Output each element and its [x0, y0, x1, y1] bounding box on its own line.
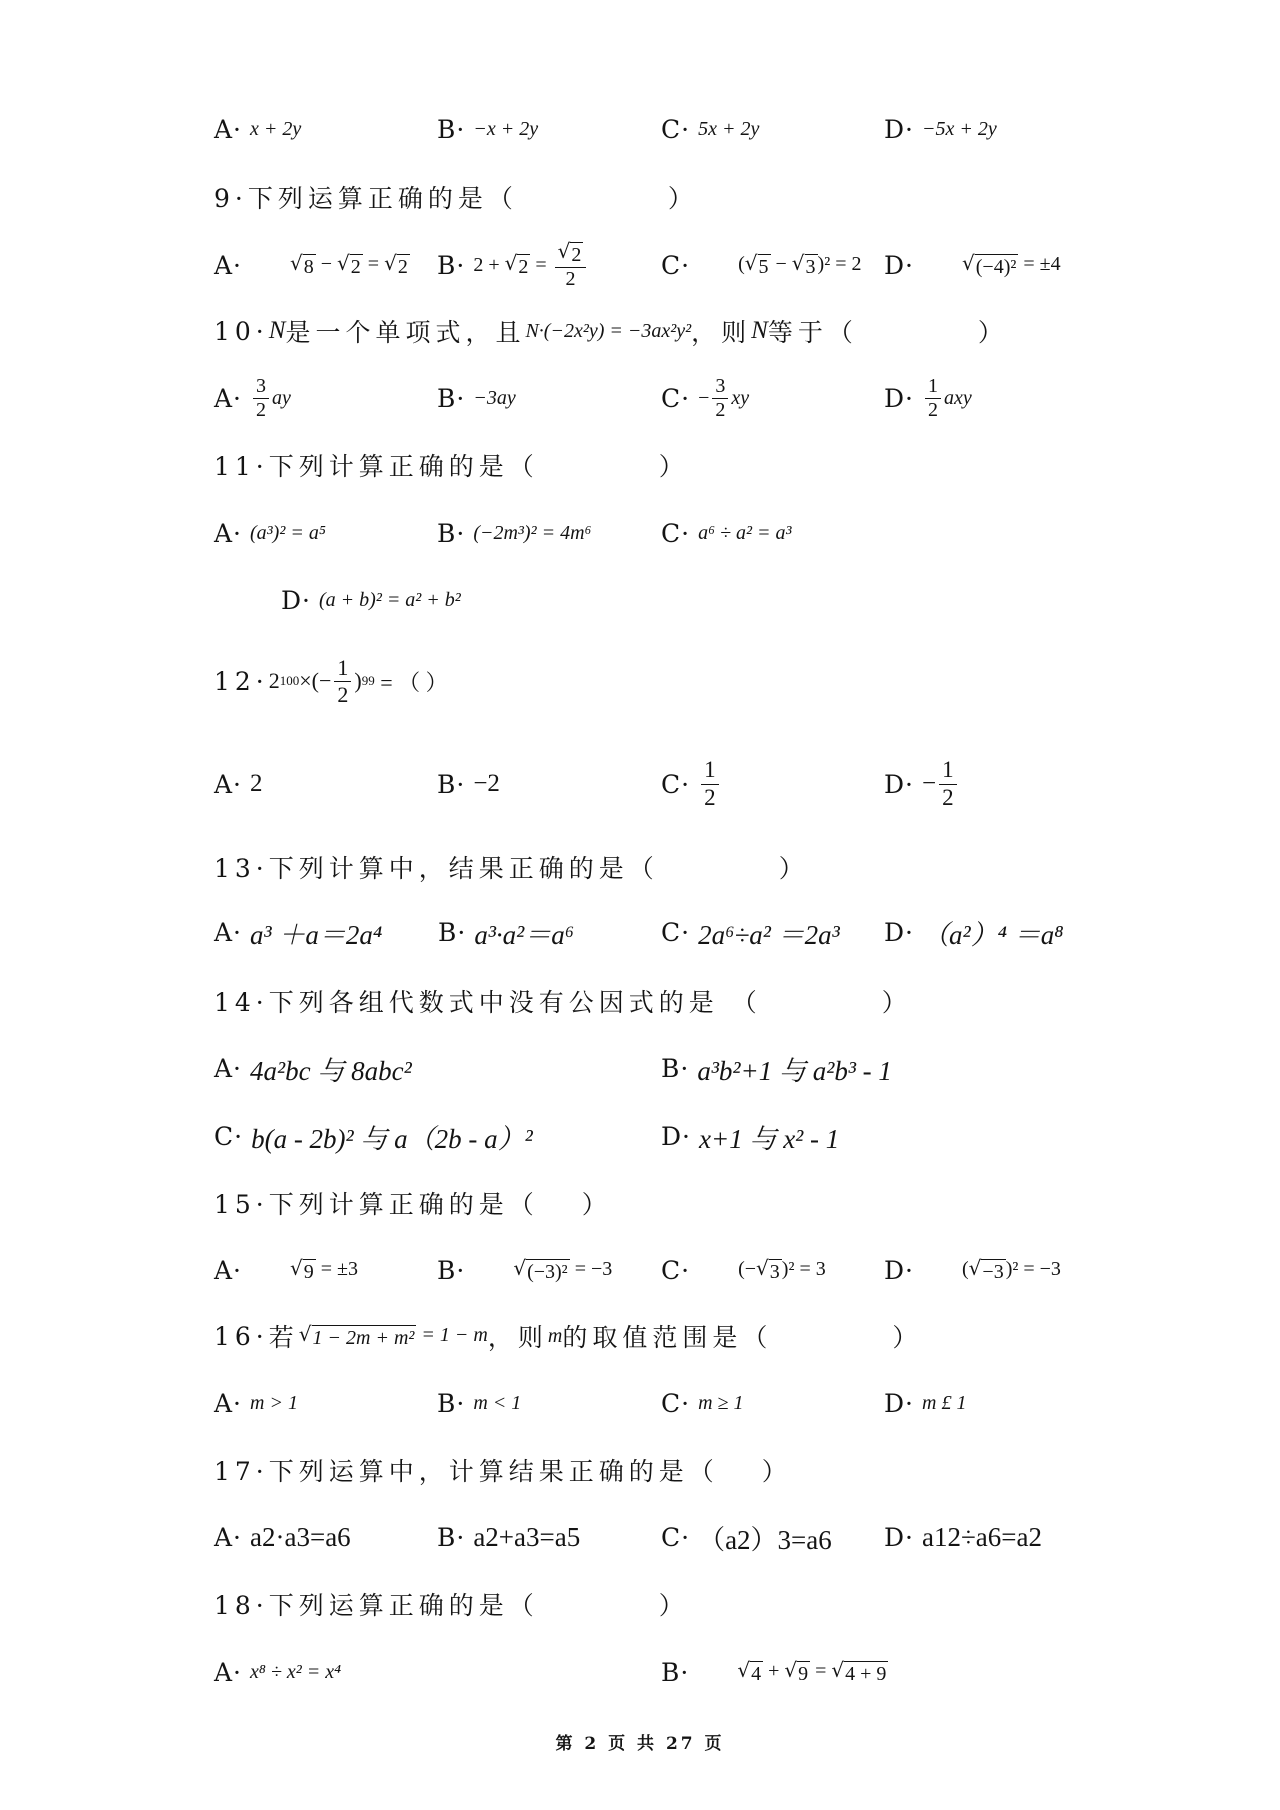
q8-option-b	[437, 105, 538, 153]
question-number: 12·	[214, 666, 269, 696]
option-expression	[250, 1234, 358, 1306]
paren-open: (	[962, 1258, 969, 1280]
option-expression	[250, 229, 410, 301]
radical	[290, 1257, 316, 1283]
q15-option-a	[214, 1246, 358, 1294]
sqrt-sign: √	[290, 1256, 303, 1280]
option-expression	[922, 1234, 1061, 1306]
option-label: D·	[884, 250, 914, 280]
fraction	[334, 656, 351, 705]
option-expression: （a2）3=a6	[698, 1524, 832, 1555]
stem-text: 的取值范围是（ ）	[562, 1323, 923, 1352]
option-expression	[473, 240, 589, 290]
q13-options-row	[0, 908, 1280, 956]
exponent: 100	[279, 673, 300, 688]
expression-part: axy	[944, 386, 972, 409]
q9-option-a	[214, 241, 410, 289]
expression-part: = 1 − m	[416, 1324, 488, 1346]
q11-option-b	[437, 509, 591, 557]
q14-stem-row	[0, 977, 1280, 1025]
option-expression: a³ ＋a＝2a⁴	[250, 919, 383, 950]
option-expression: (a + b)² = a² + b²	[319, 588, 461, 611]
option-label: D·	[884, 1388, 914, 1418]
q11-option-c	[661, 509, 792, 557]
q17-option-c	[661, 1513, 832, 1561]
option-expression: 2	[250, 770, 263, 797]
q8-option-c	[661, 105, 759, 153]
fraction-numerator: 3	[712, 376, 728, 399]
radicand: (−4)²	[975, 256, 1017, 278]
option-expression	[698, 1234, 826, 1306]
radical	[337, 252, 363, 278]
radicand: 2	[350, 256, 361, 278]
option-expression: −5x + 2y	[922, 117, 997, 140]
sqrt-sign: √	[337, 251, 350, 275]
radical	[290, 252, 316, 278]
q10-option-d	[884, 374, 972, 422]
q12-option-a	[214, 760, 263, 808]
radicand: (−3)²	[527, 1261, 568, 1283]
q13-option-c	[661, 908, 840, 956]
option-label: C·	[661, 769, 691, 799]
fraction-numerator: 1	[701, 758, 719, 784]
paren-close: )	[354, 668, 362, 693]
option-label: B·	[437, 114, 466, 144]
q18-stem-row	[0, 1580, 1280, 1628]
stem-text: 等于（ ）	[767, 318, 1008, 347]
q17-option-d	[884, 1513, 1042, 1561]
q17-option-a	[214, 1513, 351, 1561]
option-label: C·	[661, 1388, 691, 1418]
option-expression	[698, 229, 861, 301]
paren-close: )²	[781, 1258, 795, 1280]
option-label: A·	[214, 518, 243, 548]
option-label: A·	[214, 1053, 243, 1083]
stem-math	[299, 1323, 488, 1349]
q8-option-d	[884, 105, 997, 153]
q17-options-row	[0, 1513, 1280, 1561]
stem-math	[269, 656, 448, 705]
question-number: 16·	[214, 1321, 269, 1351]
stem-text: ，则	[691, 318, 752, 347]
expression-part: = −3	[1018, 1258, 1061, 1280]
option-label: C·	[661, 1522, 691, 1552]
power-base: 2	[268, 668, 280, 693]
option-expression: 5x + 2y	[698, 117, 760, 140]
q15-options-row	[0, 1246, 1280, 1294]
option-label: B·	[661, 1053, 690, 1083]
radical	[784, 1659, 810, 1685]
q10-stem-row	[0, 307, 1280, 355]
sqrt-sign: √	[784, 1658, 798, 1682]
radical	[969, 1257, 1006, 1283]
variable-m: m	[547, 1324, 563, 1347]
q13-option-d	[884, 908, 1064, 956]
option-expression: m < 1	[473, 1391, 522, 1414]
radical	[505, 252, 531, 278]
fraction-denominator: 2	[704, 784, 716, 810]
q16-option-c	[661, 1379, 744, 1427]
radical	[745, 252, 771, 278]
q11-option-d	[281, 576, 461, 624]
q13-stem-row	[0, 843, 1280, 891]
option-expression: (a³)² = a⁵	[250, 521, 326, 544]
option-expression: a⁶ ÷ a² = a³	[698, 521, 792, 544]
variable-n: N	[268, 317, 286, 344]
q9-option-c	[661, 241, 861, 289]
equals: =	[362, 253, 385, 275]
radical	[792, 252, 818, 278]
fraction-numerator: 1	[925, 376, 941, 399]
fraction-denominator: 2	[928, 398, 938, 421]
question-stem	[214, 1312, 922, 1360]
radicand: −3	[982, 1261, 1004, 1283]
option-label: A·	[214, 114, 243, 144]
option-expression: a2+a3=a5	[473, 1521, 581, 1552]
paren-close: )²	[817, 253, 831, 275]
q12-stem-row	[0, 657, 1280, 705]
fraction-numerator: 3	[253, 376, 269, 399]
fraction-numerator: 1	[939, 758, 957, 784]
q16-stem-row	[0, 1312, 1280, 1360]
fraction-denominator: 2	[565, 268, 576, 290]
option-label: A·	[214, 1388, 243, 1418]
q13-option-a	[214, 908, 382, 956]
option-expression: 4a²bc 与 8abc²	[250, 1055, 412, 1086]
radicand: 3	[805, 256, 816, 278]
option-expression	[473, 1234, 612, 1306]
operator: +	[763, 1660, 785, 1682]
question-stem: 13·下列计算中，结果正确的是（ ）	[214, 854, 809, 883]
radicand: 4	[751, 1663, 762, 1685]
question-stem: 9·下列运算正确的是（ ）	[214, 184, 698, 213]
q10-option-c	[661, 374, 749, 422]
option-label: D·	[884, 1255, 914, 1285]
radicand: 9	[303, 1261, 314, 1283]
q8-option-a	[214, 105, 301, 153]
option-label: D·	[884, 1522, 914, 1552]
sqrt-sign: √	[831, 1658, 845, 1682]
sqrt-sign: √	[756, 1256, 769, 1280]
option-label: A·	[214, 1522, 243, 1552]
stem-math: N·(−2x²y) = −3ax²y²	[525, 319, 692, 342]
q17-option-b	[437, 1513, 580, 1561]
option-label: B·	[437, 1255, 466, 1285]
q12-option-c	[661, 757, 722, 810]
q12-option-d	[884, 757, 960, 810]
fraction	[925, 376, 941, 421]
radical	[558, 240, 584, 266]
q15-stem-row	[0, 1179, 1280, 1227]
option-expression: m £ 1	[922, 1391, 967, 1414]
option-label: A·	[214, 250, 243, 280]
q9-options-row	[0, 241, 1280, 289]
radicand: 2	[518, 256, 529, 278]
fraction	[253, 376, 269, 421]
question-stem: 14·下列各组代数式中没有公因式的是 （ ）	[214, 988, 912, 1017]
option-label: C·	[661, 1255, 691, 1285]
q10-options-row	[0, 374, 1280, 422]
radical	[831, 1659, 888, 1685]
expression-part: ay	[272, 386, 291, 409]
expression-part: = （ ）	[374, 669, 448, 695]
q11-stem-row	[0, 441, 1280, 489]
sqrt-sign: √	[962, 251, 975, 275]
q14-option-d	[661, 1112, 839, 1160]
option-label: B·	[661, 1657, 690, 1687]
q16-options-row	[0, 1379, 1280, 1427]
q14-options-row-1	[0, 1044, 1280, 1092]
radicand: 2	[397, 256, 408, 278]
option-label: D·	[884, 917, 914, 947]
expression-part: = −3	[569, 1258, 613, 1280]
radicand: 9	[798, 1663, 809, 1685]
q16-option-b	[437, 1379, 521, 1427]
q18-option-b	[661, 1648, 888, 1696]
q9-option-b	[437, 241, 589, 289]
option-label: A·	[214, 1255, 243, 1285]
question-stem	[214, 307, 1008, 355]
question-stem	[214, 657, 448, 705]
sqrt-sign: √	[504, 251, 518, 275]
option-label: A·	[214, 769, 243, 799]
option-expression: m ≥ 1	[698, 1391, 744, 1414]
fraction-denominator: 2	[715, 398, 726, 421]
radical	[737, 1659, 763, 1685]
radical	[299, 1323, 417, 1349]
exponent: 99	[361, 673, 375, 688]
q16-option-a	[214, 1379, 298, 1427]
q14-option-c	[214, 1112, 533, 1160]
question-stem: 11·下列计算正确的是（ ）	[214, 452, 689, 481]
option-expression: a2·a3=a6	[250, 1521, 351, 1552]
option-label: D·	[884, 769, 914, 799]
q10-option-a	[214, 374, 291, 422]
q18-option-a	[214, 1648, 341, 1696]
option-label: B·	[437, 1522, 466, 1552]
q8-options-row	[0, 105, 1280, 153]
option-label: A·	[214, 917, 243, 947]
expression-part: = 2	[830, 253, 862, 275]
stem-text: ，则	[487, 1323, 548, 1352]
radicand: 5	[758, 256, 769, 278]
fraction	[712, 376, 728, 421]
option-expression: 2a⁶÷a² ＝2a³	[698, 919, 840, 950]
option-label: B·	[437, 1388, 466, 1418]
option-label: B·	[437, 769, 466, 799]
option-expression	[697, 1636, 888, 1708]
option-label: B·	[437, 250, 466, 280]
q11-option-a	[214, 509, 326, 557]
option-expression: （a²）⁴ ＝a⁸	[922, 919, 1064, 950]
radicand: 8	[303, 256, 314, 278]
q9-option-d	[884, 241, 1061, 289]
radicand: 2	[571, 244, 582, 266]
fraction	[939, 758, 957, 809]
option-expression: a³·a²＝a⁶	[474, 919, 575, 950]
radical	[513, 1257, 569, 1283]
sqrt-sign: √	[298, 1322, 312, 1346]
paren-open: (−	[738, 1258, 757, 1280]
q17-stem-row	[0, 1446, 1280, 1494]
q14-options-row-2	[0, 1112, 1280, 1160]
minus-sign: −	[922, 770, 937, 797]
question-stem: 18·下列运算正确的是（ ）	[214, 1591, 689, 1620]
q12-option-b	[437, 760, 500, 808]
sqrt-sign: √	[744, 251, 758, 275]
sqrt-sign: √	[968, 1256, 982, 1280]
stem-text: 若	[268, 1323, 299, 1352]
option-expression: x⁸ ÷ x² = x⁴	[250, 1660, 342, 1683]
option-label: B·	[437, 383, 466, 413]
q14-option-a	[214, 1044, 412, 1092]
option-expression: (−2m³)² = 4m⁶	[473, 521, 592, 544]
q16-option-d	[884, 1379, 966, 1427]
fraction-numerator: 1	[334, 656, 351, 681]
sqrt-sign: √	[557, 239, 571, 263]
expression-part: 2 +	[473, 253, 505, 276]
option-expression: −2	[473, 770, 500, 797]
option-label: C·	[661, 383, 691, 413]
radicand: 3	[769, 1261, 780, 1283]
option-label: C·	[661, 518, 691, 548]
option-expression: a12÷a6=a2	[922, 1521, 1042, 1552]
q18-options-row	[0, 1648, 1280, 1696]
stem-text: 是一个单项式，且	[285, 318, 526, 347]
option-label: C·	[661, 917, 691, 947]
radical	[962, 252, 1018, 278]
paren-open: (	[738, 253, 745, 275]
option-label: C·	[661, 114, 691, 144]
expression-part: = ±3	[315, 1258, 359, 1280]
minus-sign: −	[698, 386, 710, 409]
option-label: B·	[437, 518, 466, 548]
fraction	[701, 758, 719, 809]
operator: −	[770, 253, 792, 275]
option-label: C·	[661, 250, 691, 280]
q9-stem-row	[0, 173, 1280, 221]
option-expression	[922, 229, 1061, 301]
variable-n: N	[751, 317, 768, 344]
equals: =	[530, 253, 552, 276]
option-label: D·	[281, 585, 311, 615]
question-stem: 17·下列运算中，计算结果正确的是（ ）	[214, 1457, 792, 1486]
radicand: 1 − 2m + m²	[312, 1327, 415, 1349]
option-expression: x+1 与 x² - 1	[699, 1123, 840, 1154]
q13-option-b	[438, 908, 574, 956]
q12-options-row	[0, 757, 1280, 810]
fraction-numerator	[555, 240, 587, 268]
sqrt-sign: √	[290, 251, 303, 275]
fraction-denominator: 2	[256, 398, 267, 421]
fraction-denominator: 2	[942, 784, 954, 810]
fraction-denominator: 2	[337, 681, 349, 707]
option-label: A·	[214, 383, 243, 413]
option-label: D·	[884, 383, 914, 413]
page-footer: 第 2 页 共 27 页	[555, 1734, 725, 1754]
radicand: 4 + 9	[845, 1663, 887, 1685]
option-label: D·	[884, 114, 914, 144]
expression-part: = 3	[794, 1258, 826, 1280]
option-label: D·	[661, 1121, 691, 1151]
option-expression: a³b²+1 与 a²b³ - 1	[697, 1055, 892, 1086]
sqrt-sign: √	[791, 251, 805, 275]
radical	[384, 252, 410, 278]
option-expression: x + 2y	[250, 117, 302, 140]
expression-part: ×(−	[299, 668, 332, 693]
q15-option-b	[437, 1246, 612, 1294]
q15-option-c	[661, 1246, 826, 1294]
q10-option-b	[437, 374, 516, 422]
sqrt-sign: √	[737, 1658, 751, 1682]
q14-option-b	[661, 1044, 892, 1092]
sqrt-sign: √	[513, 1256, 527, 1280]
q11-option-d-row	[0, 576, 1280, 624]
option-label: C·	[214, 1121, 244, 1151]
q11-options-row	[0, 509, 1280, 557]
sqrt-sign: √	[384, 251, 397, 275]
question-stem: 15·下列计算正确的是（ ）	[214, 1190, 612, 1219]
question-number: 10·	[214, 316, 269, 346]
radical	[756, 1257, 782, 1283]
option-expression: b(a - 2b)² 与 a（2b - a）²	[251, 1123, 533, 1154]
option-expression: m > 1	[250, 1391, 298, 1414]
option-expression: −x + 2y	[473, 117, 539, 140]
operator: −	[315, 253, 338, 275]
option-expression: −3ay	[473, 386, 516, 409]
option-label: B·	[438, 917, 467, 947]
paren-close: )²	[1005, 1258, 1019, 1280]
option-label: A·	[214, 1657, 243, 1687]
expression-part: xy	[731, 386, 750, 409]
equals: =	[810, 1660, 832, 1682]
expression-part: = ±4	[1018, 253, 1061, 275]
q15-option-d	[884, 1246, 1061, 1294]
fraction	[555, 240, 587, 290]
